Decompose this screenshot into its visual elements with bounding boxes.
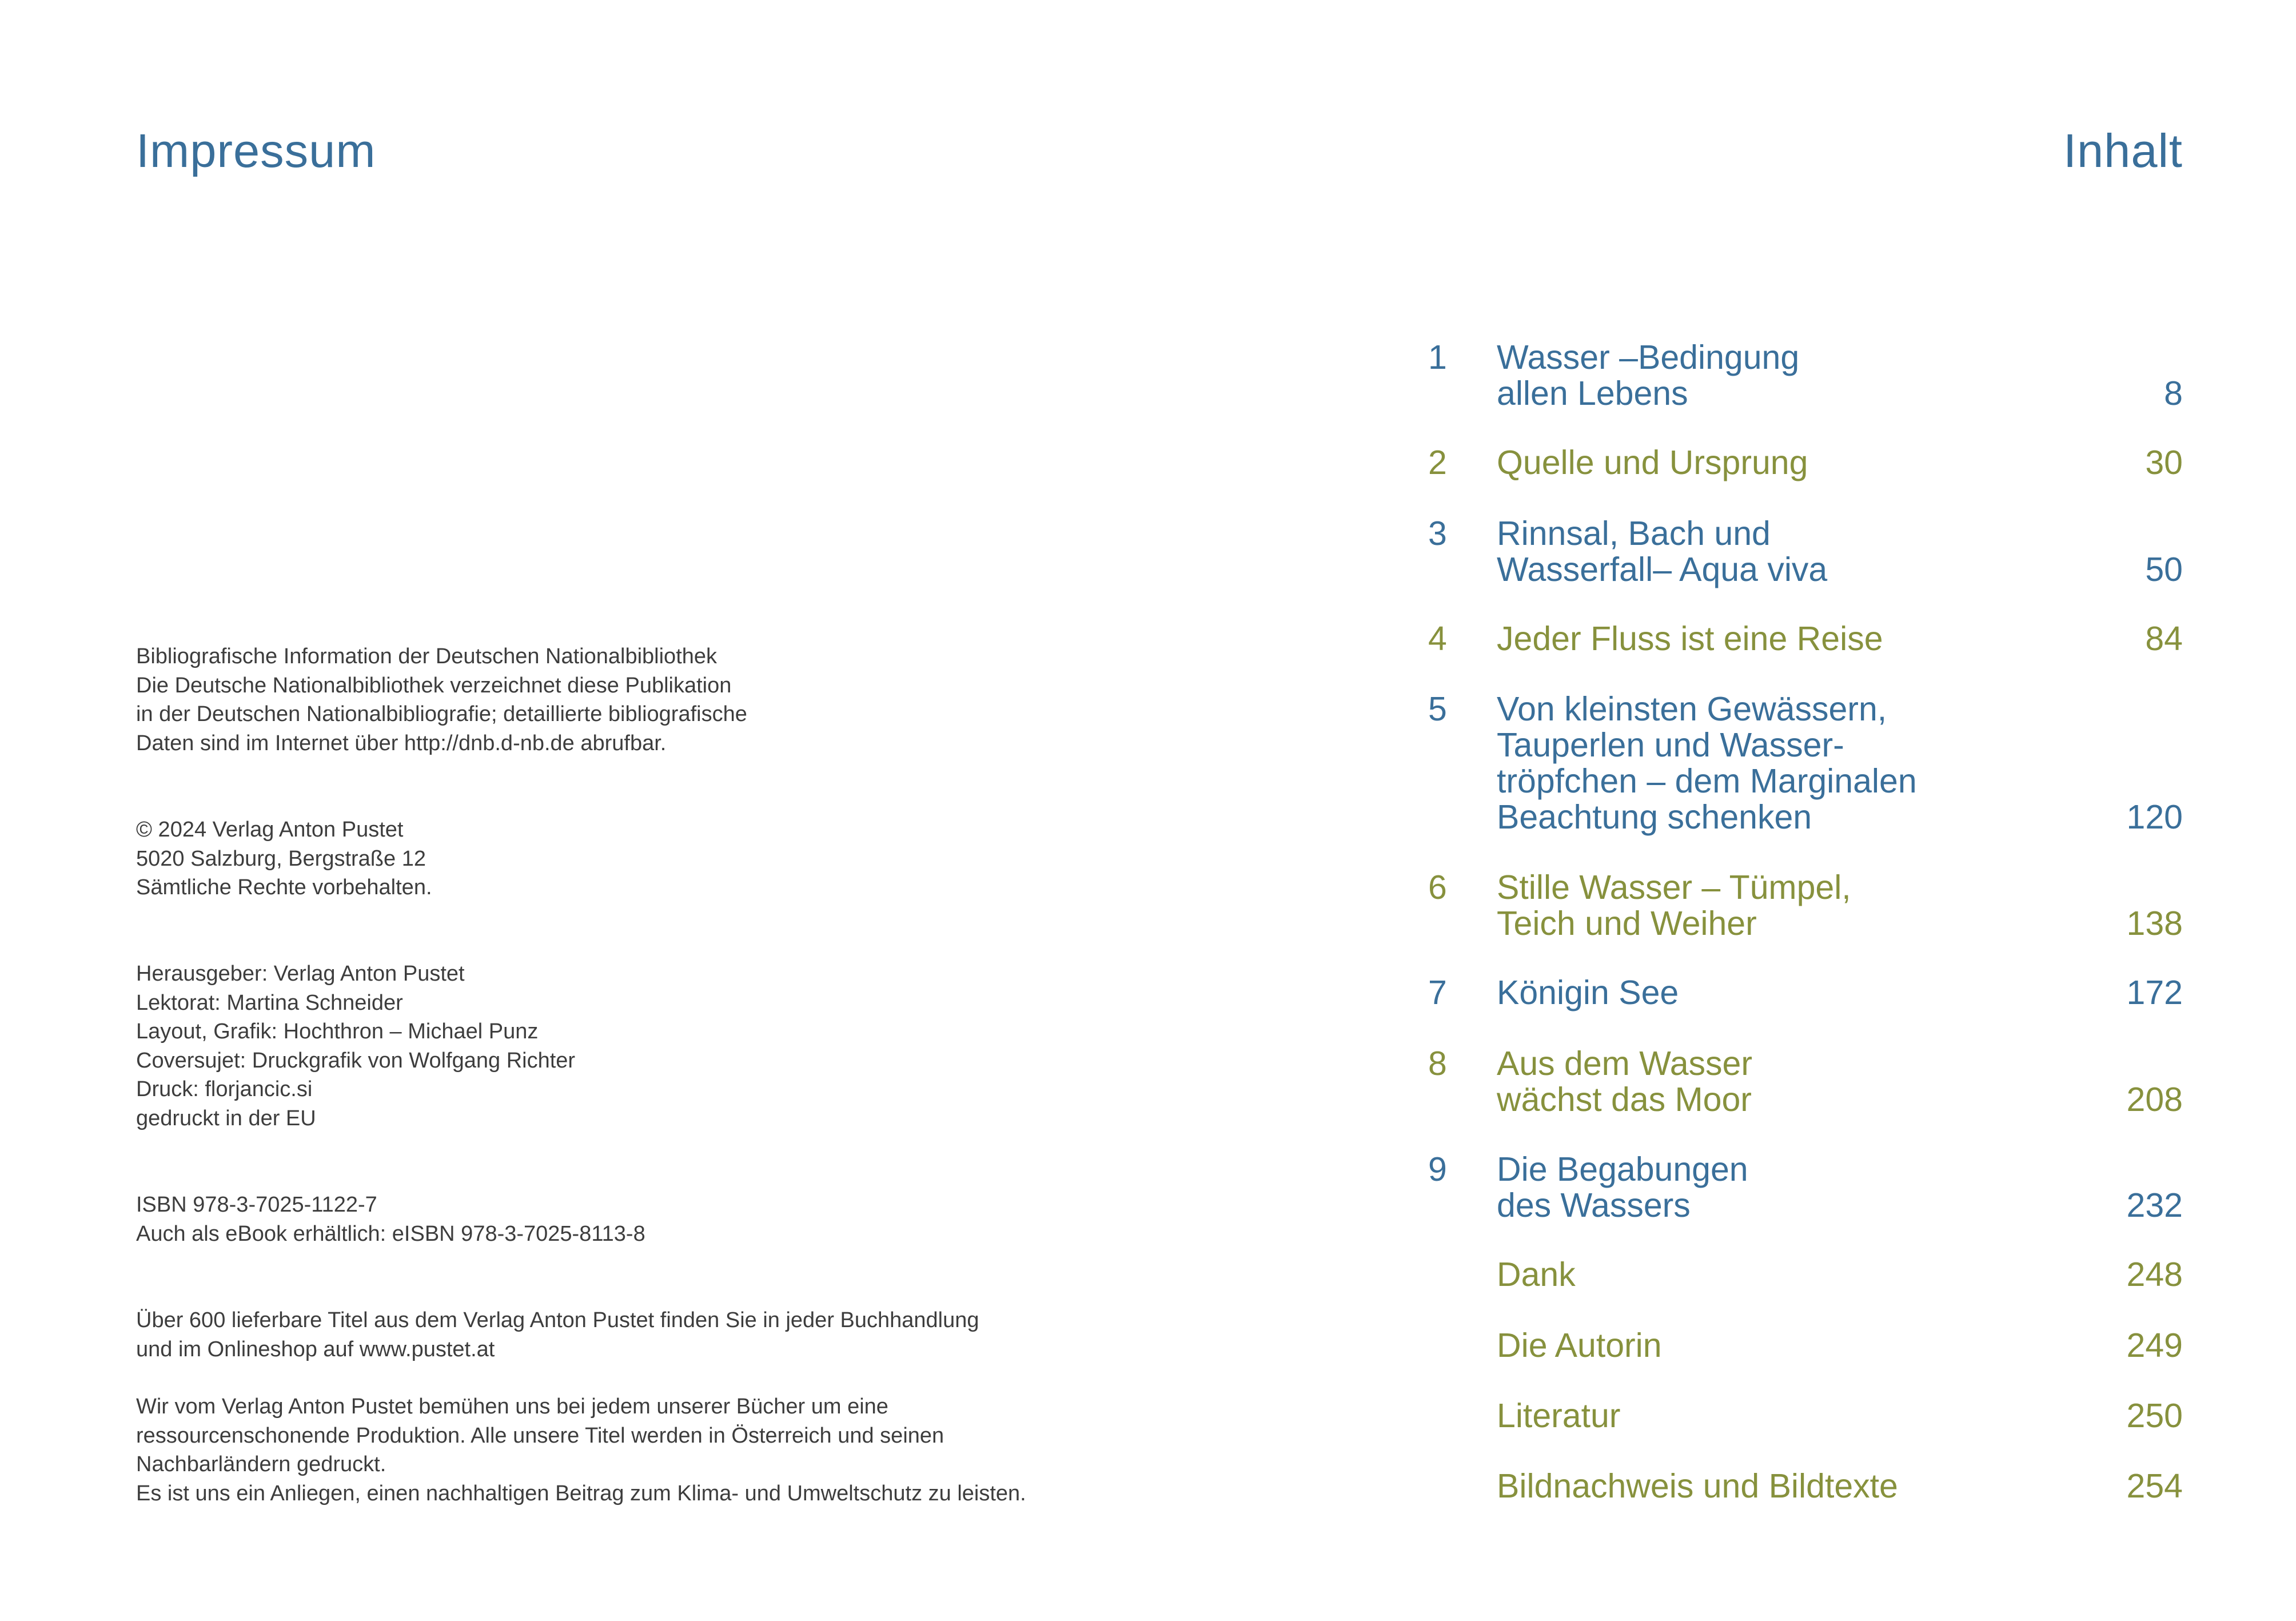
catalog-note: Über 600 lieferbare Titel aus dem Verlag Anton Pustet finden Sie in jeder Buchhandlung und im Onlineshop auf www.pustet.at (136, 1308, 979, 1361)
impressum-heading: Impressum (136, 124, 376, 177)
toc-entry[interactable] (1428, 1328, 2183, 1364)
sustainability-note: Wir vom Verlag Anton Pustet bemühen uns bei jedem unserer Bücher um eine ressourcenschonende Produktion. Alle unsere Titel werden in Österreich und seinen Nachbarländern gedruckt. Es ist uns ein Anliegen, einen nachhaltigen Beitrag zum Klima- und Umweltschutz zu leisten. (136, 1395, 1026, 1506)
toc-chapter-title: Wasser –Bedingung allen Lebens (1497, 338, 1800, 412)
toc-entry[interactable] (1428, 621, 2183, 657)
toc-chapter-title: Dank (1497, 1256, 1576, 1293)
toc-chapter-title: Königin See (1497, 974, 1679, 1011)
toc-entry[interactable] (1428, 691, 2183, 835)
toc-chapter-number: 6 (1428, 869, 1447, 906)
toc-chapter-number: 8 (1428, 1045, 1447, 1082)
toc-page-number: 138 (2126, 905, 2183, 942)
toc-entry[interactable] (1428, 1046, 2183, 1118)
toc-chapter-title: Bildnachweis und Bildtexte (1497, 1467, 1898, 1505)
toc-chapter-title: Die Autorin (1497, 1327, 1662, 1364)
toc-chapter-number: 5 (1428, 690, 1447, 728)
toc-chapter-title: Jeder Fluss ist eine Reise (1497, 620, 1883, 658)
toc-chapter-title: Von kleinsten Gewässern, Tauperlen und Wasser- tröpfchen – dem Marginalen Beachtung schenken (1497, 690, 1917, 836)
bibliographic-info: Bibliografische Information der Deutschen Nationalbibliothek Die Deutsche Nationalbibliothek verzeichnet diese Publikation in der Deutschen Nationalbibliografie; detaillierte bibliografische Daten sind im Internet über http://dnb.d-nb.de abrufbar. (136, 644, 747, 755)
toc-page-number: 232 (2126, 1186, 2183, 1224)
toc-chapter-number: 9 (1428, 1150, 1447, 1188)
inhalt-heading: Inhalt (2063, 124, 2183, 177)
toc-page-number: 84 (2145, 620, 2183, 658)
toc-entry[interactable] (1428, 975, 2183, 1011)
toc-page-number: 30 (2145, 444, 2183, 481)
toc-chapter-title: Aus dem Wasser wächst das Moor (1497, 1045, 1752, 1118)
toc-chapter-number: 2 (1428, 444, 1447, 481)
toc-page-number: 250 (2126, 1397, 2183, 1435)
toc-entry[interactable] (1428, 340, 2183, 412)
toc-chapter-title: Quelle und Ursprung (1497, 444, 1808, 481)
toc-chapter-title: Literatur (1497, 1397, 1621, 1435)
toc-page-number: 249 (2126, 1327, 2183, 1364)
toc-entry[interactable] (1428, 1257, 2183, 1293)
toc-entry[interactable] (1428, 516, 2183, 588)
copyright-block: © 2024 Verlag Anton Pustet 5020 Salzburg, Bergstraße 12 Sämtliche Rechte vorbehalten. (136, 818, 432, 899)
toc-entry[interactable] (1428, 1398, 2183, 1434)
toc-chapter-title: Die Begabungen des Wassers (1497, 1150, 1748, 1224)
isbn-block: ISBN 978-3-7025-1122-7 Auch als eBook erhältlich: eISBN 978-3-7025-8113-8 (136, 1193, 645, 1246)
toc-chapter-title: Rinnsal, Bach und Wasserfall– Aqua viva (1497, 515, 1828, 588)
toc-page-number: 8 (2164, 375, 2183, 412)
toc-chapter-number: 7 (1428, 974, 1447, 1011)
toc-page-number: 50 (2145, 551, 2183, 588)
toc-chapter-title: Stille Wasser – Tümpel, Teich und Weiher (1497, 869, 1851, 942)
toc-page-number: 208 (2126, 1081, 2183, 1118)
credits-block: Herausgeber: Verlag Anton Pustet Lektorat: Martina Schneider Layout, Grafik: Hochthron – Michael Punz Coversujet: Druckgrafik von Wolfgang Richter Druck: florjancic.si gedruckt in der EU (136, 962, 576, 1130)
toc-page-number: 248 (2126, 1256, 2183, 1293)
toc-entry[interactable] (1428, 870, 2183, 942)
toc-entry[interactable] (1428, 1152, 2183, 1224)
toc-page-number: 254 (2126, 1467, 2183, 1505)
toc-chapter-number: 3 (1428, 515, 1447, 552)
toc-chapter-number: 1 (1428, 338, 1447, 376)
toc-page-number: 120 (2126, 798, 2183, 836)
toc-entry[interactable] (1428, 1468, 2183, 1504)
toc-chapter-number: 4 (1428, 620, 1447, 658)
toc-entry[interactable] (1428, 445, 2183, 481)
toc-page-number: 172 (2126, 974, 2183, 1011)
